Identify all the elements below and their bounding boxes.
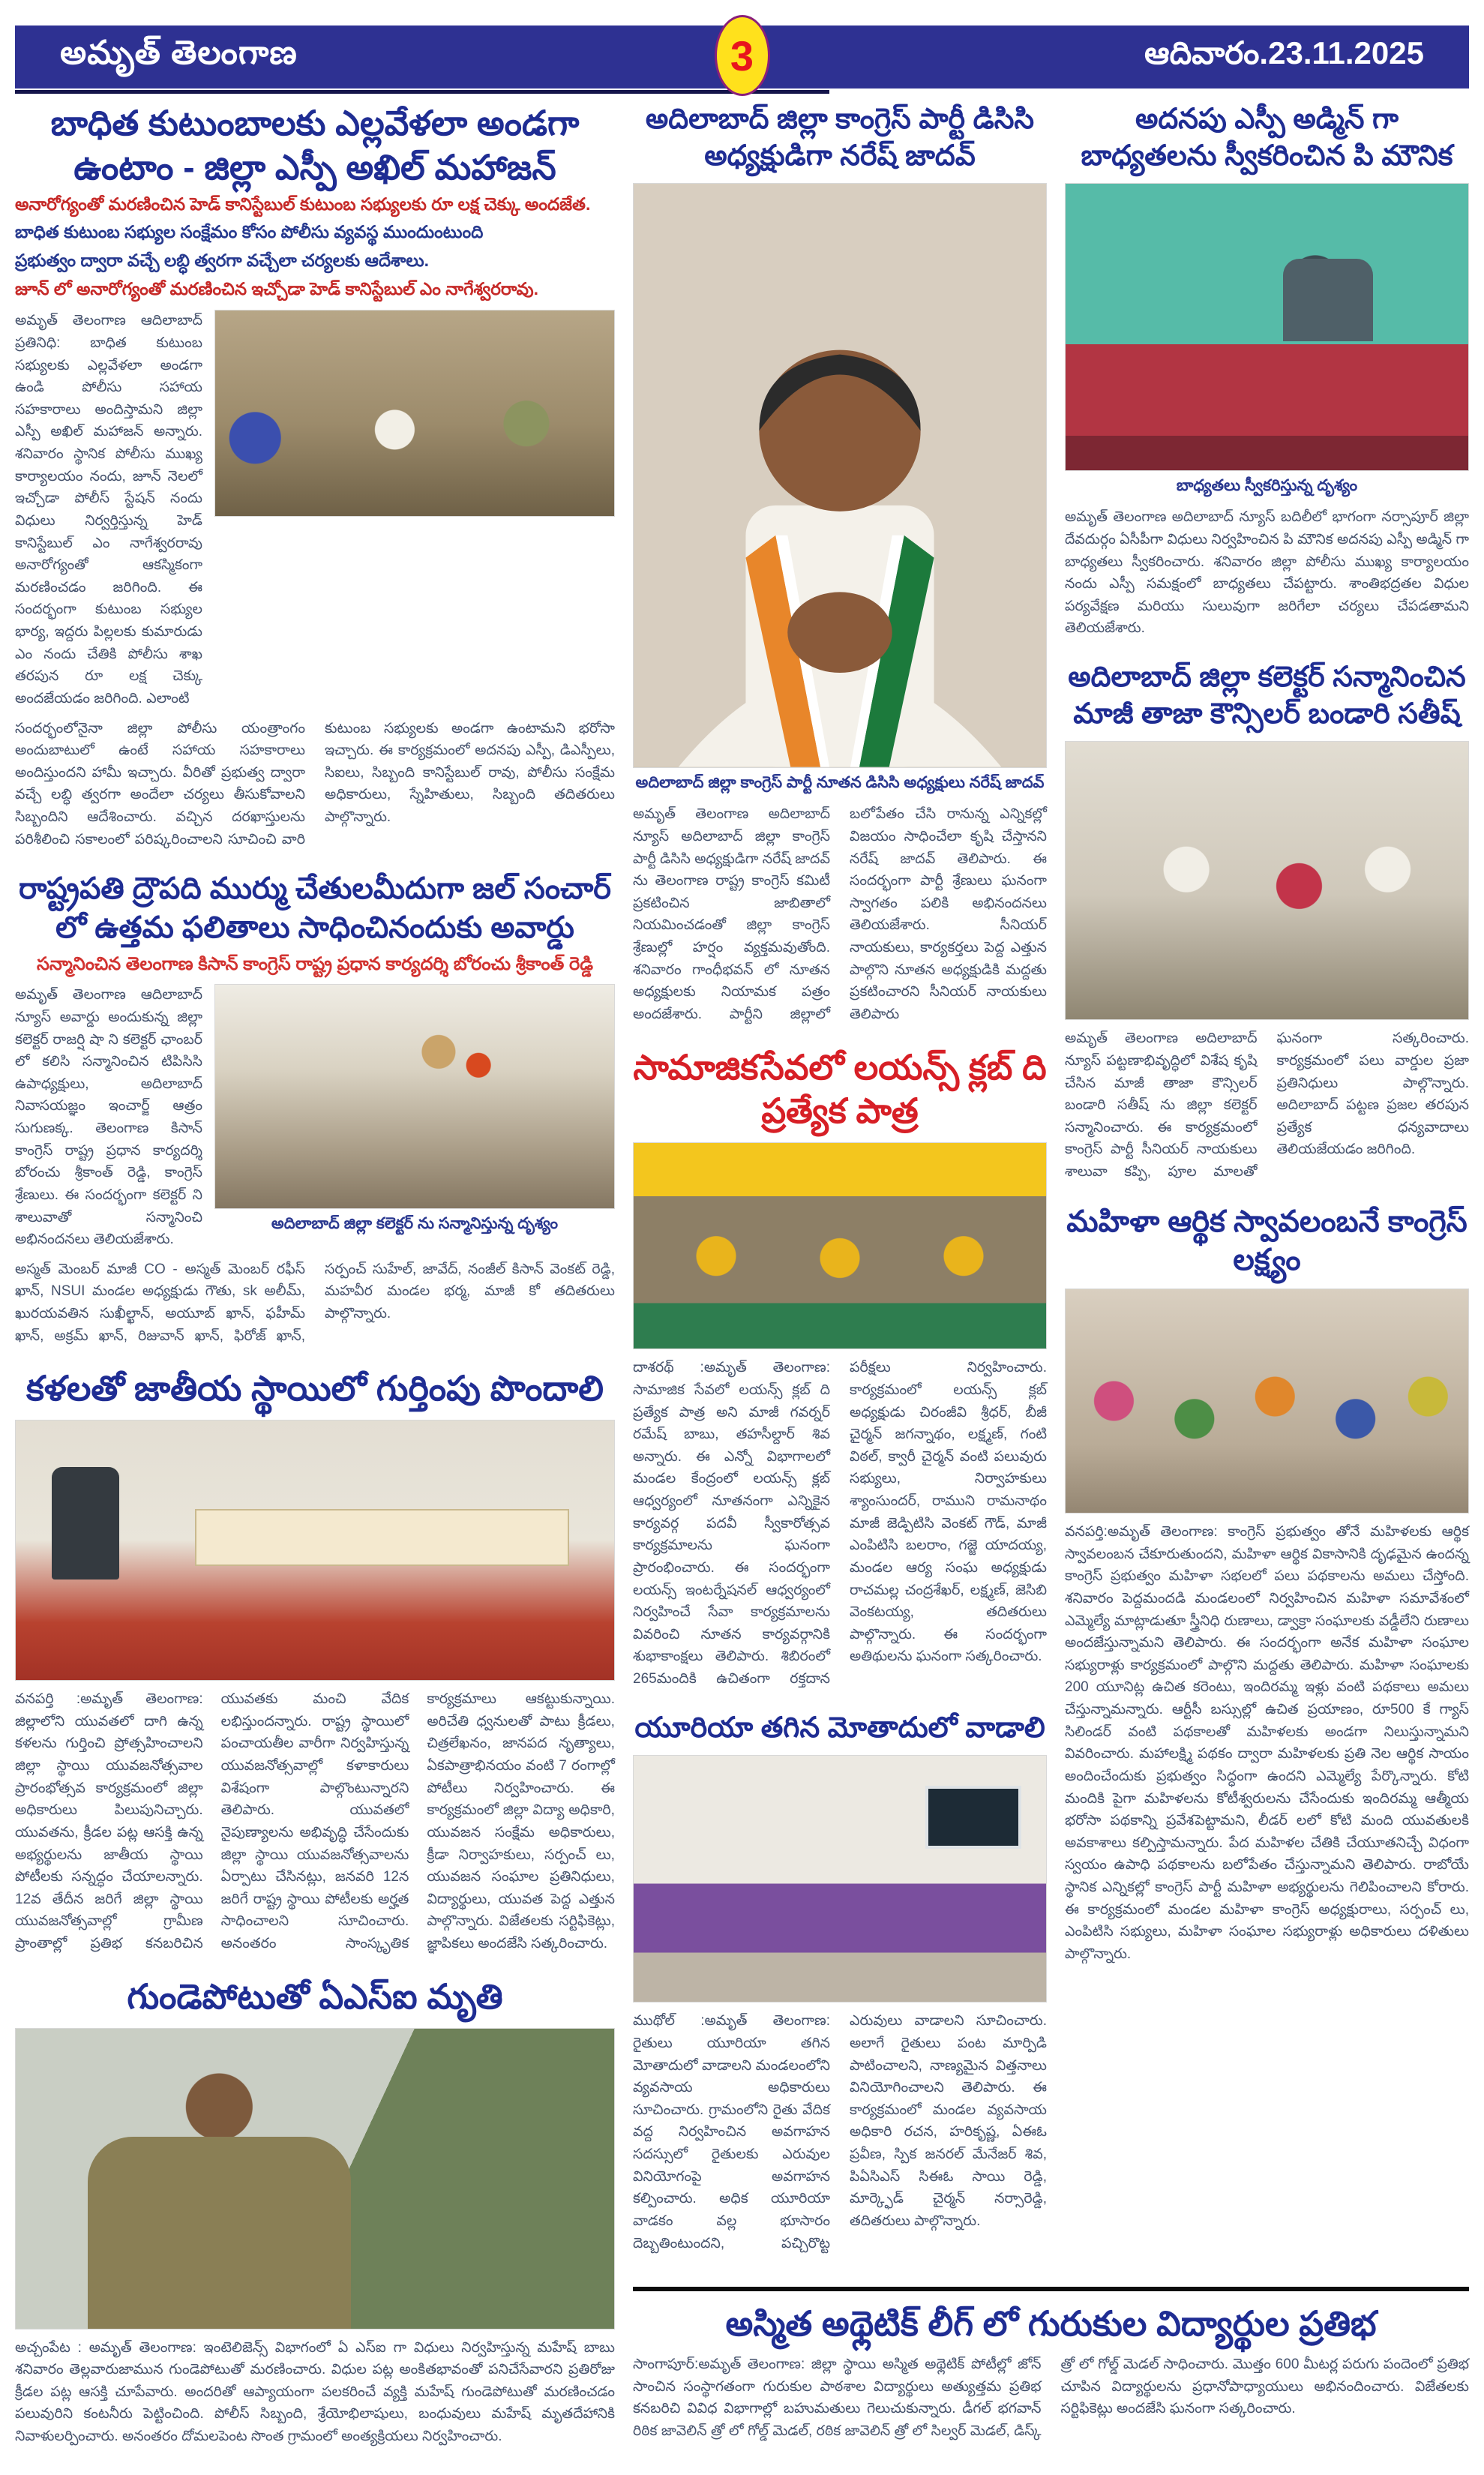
article-body: ముథోల్ :అమృత్ తెలంగాణ: రైతులు యూరియా తగిన మోతాదులో వాడాలని మండలంలోని వ్యవసాయ అధికారులు సూచించారు. గ్రామంలోని రైతు వేదిక వద్ద నిర్వహించిన అవగాహన సదస్సులో రైతులకు ఎరువుల వినియోగంపై అవగాహన కల్పించారు. అధిక యూరియా వాడకం వల్ల భూసారం దెబ్బతింటుందని, పచ్చిరొట్ట ఎరువులు వాడాలని సూచించారు. అలాగే రైతులు పంట మార్పిడి పాటించాలని, నాణ్యమైన విత్తనాలు వినియోగించాలని తెలిపారు. ఈ కార్యక్రమంలో మండల వ్యవసాయ అధికారి రచన, హరికృష్ణ, ఏఈఓ ప్రవీణ, స్పిక జనరల్ మేనేజర్ శివ, పిఏసిఎస్ సిఈఓ సాయి రెడ్డి, మార్క్ఫెడ్ చైర్మన్ నర్సారెడ్డి, తదితరులు పాల్గొన్నారు. — [633, 2013, 1047, 2252]
article-body: అస్మత్ మెంబర్ మాజీ CO - అస్మత్ మెంబర్ రఫీస్ ఖాన్, NSUI మండల అధ్యక్షుడు గౌతు, sk అలీమ్, ఖురయవతిన సుఖీల్ఖాన్, అయూబ్ ఖాన్, ఫహీమ్ ఖాన్, అక్రమ్ ఖాన్, రిజువాన్ ఖాన్, ఫిరోజ్ ఖాన్, సర్పంచ్ సుహేల్, జావేద్, నంజీల్ కిసాన్ వెంకట్ రెడ్డి, మహవీర మండల భర్మ, మాజీ కో తదితరులు పాల్గొన్నారు. — [15, 1261, 615, 1344]
headline-dcc-president: అదిలాబాద్ జిల్లా కాంగ్రెస్ పార్టీ డిసిసి అధ్యక్షుడిగా నరేష్ జాదవ్ — [645, 104, 1035, 172]
article-body: సాంగాపూర్:అమృత్ తెలంగాణ: జిల్లా స్థాయి అస్మిత అథ్లెటిక్ పోటీల్లో జోన్ సాంచిన సంస్థాగతంగా గురుకుల పాఠశాల విద్యార్థులు అత్యుత్తమ ప్రతిభ కనబరిచి వివిధ విభాగాల్లో బహుమతులు గెలుచుకున్నారు. డీగల్ భగవాన్ రిఠిక జావెలిన్ త్రో లో గోల్డ్ మెడల్, రఠిక జావెలిన్ త్రో లో సిల్వర్ మెడల్, డిస్క్ త్రో లో గోల్డ్ మెడల్ సాధించారు. మొత్తం 600 మీటర్ల పరుగు పందెంలో ప్రతిభ చూపిన విద్యార్థులను ప్రధానోపాధ్యాయులు అభినందించారు. విజేతలకు సర్టిఫికెట్లు అందజేసి ఘనంగా సత్కరించారు. — [633, 2356, 1469, 2439]
edition-date: ఆదివారం.23.11.2025 — [1144, 34, 1424, 70]
article-women-empowerment — [1065, 1203, 1469, 1966]
article-body: అచ్చంపేట : అమృత్ తెలంగాణ: ఇంటెలిజెన్స్ విభాగంలో ఏ ఎస్ఐ గా విధులు నిర్వహిస్తున్న మహేష్ బాబు శనివారం తెల్లవారుజామున గుండెపోటుతో మరణించారు. విధుల పట్ల అంకితభావంతో పనిచేసేవారని ప్రతిరోజు క్రీడల పట్ల ఆసక్తి చూపేవారు. అందరితో ఆప్యాయంగా పలకరించే వ్యక్తి మహేష్ గుండెపోటుతో మరణించడం పలువురిని కంటనీరు పెట్టించింది. పోలీస్ సిబ్బంది, శ్రేయోభిలాషులు, బంధువులు మహేష్ మృతదేహానికి నివాళులర్పించారు. అనంతరం దోమలపెంట సొంత గ్రామంలో అంత్యక్రియలు నిర్వహించారు. — [15, 2339, 615, 2445]
photo-youth-festival-stage — [15, 1420, 615, 1681]
right-column — [1065, 101, 1469, 2279]
subhead-constable: జూన్ లో అనారోగ్యంతో మరణించిన ఇచ్చోడా హెడ్ కానిస్టేబుల్ ఎం నాగేశ్వరరావు. — [15, 278, 539, 298]
photo-collector-felicitation — [214, 984, 615, 1209]
media-row — [15, 984, 615, 1251]
portrait-illustration — [634, 184, 1046, 767]
media-row — [15, 310, 615, 710]
headline-sp-family-support: బాధిత కుటుంబాలకు ఎల్లవేళలా అండగా ఉంటాం - జిల్లా ఎస్పీ అఖిల్ మహాజన్ — [50, 104, 580, 187]
article-lede: అమృత్ తెలంగాణ ఆదిలాబాద్ ప్రతినిధి: బాధిత కుటుంబ సభ్యులకు ఎల్లవేళలా అండగా ఉండి పోలీసు సహాయ సహకారాలు అందిస్తామని జిల్లా ఎస్పీ అఖిల్ మహాజన్ అన్నారు. శనివారం స్థానిక పోలీసు ముఖ్య కార్యాలయం నందు, జూన్ నెలలో ఇచ్చోడా పోలీస్ స్టేషన్ నందు విధులు నిర్వర్తిస్తున్న హెడ్ కానిస్టేబుల్ ఎం నాగేశ్వరరావు అనారోగ్యంతో ఆకస్మికంగా మరణించడం జరిగింది. ఈ సందర్భంగా కుటుంబ సభ్యుల భార్య, ఇద్దరు పిల్లలకు కుమారుడు ఎం నందు చేతికి పోలీసు శాఖ తరపున రూ లక్ష చెక్కు అందజేయడం జరిగింది. ఎలాంటి — [15, 313, 202, 706]
bottom-band — [633, 2287, 1469, 2467]
photo-women-gathering — [1065, 1288, 1469, 1514]
article-arts-recognition — [15, 1366, 615, 1954]
article-dcc-president — [633, 101, 1047, 1026]
article-sp-family-support — [15, 101, 615, 850]
photo-cheque-handover — [214, 310, 615, 517]
headline-athletic-league: అస్మిత అథ్లెటిక్ లీగ్ లో గురుకుల విద్యార్థుల ప్రతిభ — [725, 2304, 1377, 2344]
photo-caption: బాధ్యతలు స్వీకరిస్తున్న దృశ్యం — [1176, 477, 1358, 495]
kicker-kisan-congress: సన్మానించిన తెలంగాణ కిసాన్ కాంగ్రెస్ రాష్ట్ర ప్రధాన కార్యదర్శి బోరంచు శ్రీకాంత్ రెడ్డి — [36, 953, 594, 974]
article-lions-club — [633, 1046, 1047, 1690]
headline-lions-club: సామాజికసేవలో లయన్స్ క్లబ్ ది ప్రత్యేక పాత్ర — [633, 1047, 1047, 1131]
article-athletic-league — [633, 2302, 1469, 2442]
article-urea-usage — [633, 1710, 1047, 2255]
photo-naresh-jadav-portrait — [633, 183, 1047, 768]
masthead-banner — [15, 26, 1469, 88]
masthead-title: అమృత్ తెలంగాణ — [60, 34, 298, 71]
headline-urea-usage: యూరియా తగిన మోతాదులో వాడాలి — [634, 1712, 1045, 1744]
article-body: వనపర్తి :అమృత్ తెలంగాణ: జిల్లాలోని యువతలో దాగి ఉన్న కళలను గుర్తించి ప్రోత్సహించాలని జిల్లా స్థాయి యువజనోత్సవాల ప్రారంభోత్సవ కార్యక్రమంలో జిల్లా అధికారులు పిలుపునిచ్చారు. యువతను, క్రీడల పట్ల ఆసక్తి ఉన్న అభ్యర్థులను జాతీయ స్థాయి పోటీలకు సన్నద్ధం చేయాలన్నారు. 12వ తేదీన జరిగే జిల్లా స్థాయి యువజనోత్సవాల్లో గ్రామీణ ప్రాంతాల్లో ప్రతిభ కనబరిచిన యువతకు మంచి వేదిక లభిస్తుందన్నారు. రాష్ట్ర స్థాయిలో పంచాయతీల వారీగా నిర్వహిస్తున్న యువజనోత్సవాల్లో కళాకారులు విశేషంగా పాల్గొంటున్నారని తెలిపారు. యువతలో నైపుణ్యాలను అభివృద్ధి చేసేందుకు జిల్లా స్థాయి యువజనోత్సవాలను ఏర్పాటు చేసినట్లు, జనవరి 12న జరిగే రాష్ట్ర స్థాయి పోటీలకు అర్హత సాధించాలని సూచించారు. అనంతరం సాంస్కృతిక కార్యక్రమాలు ఆకట్టుకున్నాయి. అరిచేతి ధ్వనులతో పాటు క్రీడలు, చిత్రలేఖనం, జానపద నృత్యాలు, ఏకపాత్రాభినయం వంటి 7 రంగాల్లో పోటీలు నిర్వహించారు. ఈ కార్యక్రమంలో జిల్లా విద్యా అధికారి, యువజన సంక్షేమ అధికారులు, క్రీడా నిర్వాహకులు, సర్పంచ్ లు, యువజన సంఘాల ప్రతినిధులు, విద్యార్థులు, యువత పెద్ద ఎత్తున పాల్గొన్నారు. విజేతలకు సర్టిఫికెట్లు, జ్ఞాపికలు అందజేసి సత్కరించారు. — [15, 1691, 615, 1952]
headline-councillor-satish: అదిలాబాద్ జిల్లా కలెక్టర్ సన్మానించిన మాజీ తాజా కౌన్సిలర్ బండారి సతీష్ — [1068, 662, 1466, 730]
article-body: సందర్భంలోనైనా జిల్లా పోలీసు యంత్రాంగం అందుబాటులో ఉంటే సహాయ సహకారాలు అందిస్తుందని హామీ ఇచ్చారు. వీరితో ప్రభుత్వ ద్వారా వచ్చే లబ్ధి త్వరగా అందేలా చర్యలు తీసుకోవాలని సిబ్బందిని ఆదేశించారు. వచ్చిన దరఖాస్తులను పరిశీలించి సకాలంలో పరిష్కరించాలని సూచించి వారి కుటుంబ సభ్యులకు అండగా ఉంటామని భరోసా ఇచ్చారు. ఈ కార్యక్రమంలో అదనపు ఎస్పీ, డిఎస్పీలు, సిఐలు, సిబ్బంది కానిస్టేబుల్ రావు, పోలీసు సంక్షేమ అధికారులు, స్నేహితులు, సిబ్బంది తదితరులు పాల్గొన్నారు. — [15, 720, 615, 848]
page-content — [15, 101, 1469, 2468]
left-column — [15, 101, 615, 2468]
photo-farmers-meeting — [633, 1755, 1047, 2002]
photo-lions-club-event — [633, 1142, 1047, 1349]
article-body: దాశరథ్ :అమృత్ తెలంగాణ: సామాజిక సేవలో లయన్స్ క్లబ్ ది ప్రత్యేక పాత్ర అని మాజీ గవర్నర్ రమేష్ బాబు, తహసీల్దార్ శివ అన్నారు. ఈ ఎన్నో విభాగాలలో మండల కేంద్రంలో లయన్స్ క్లబ్ ఆధ్వర్యంలో నూతనంగా ఎన్నికైన కార్యవర్గ పదవీ స్వీకారోత్సవ కార్యక్రమాలను ఘనంగా ప్రారంభించారు. ఈ సందర్భంగా లయన్స్ ఇంటర్నేషనల్ ఆధ్వర్యంలో నిర్వహించే సేవా కార్యక్రమాలను వివరించి నూతన కార్యవర్గానికి శుభాకాంక్షలు తెలిపారు. శిబిరంలో 265మందికి ఉచితంగా రక్తదాన పరీక్షలు నిర్వహించారు. కార్యక్రమంలో లయన్స్ క్లబ్ అధ్యక్షుడు చిరంజీవి శ్రీధర్, బీజీ చైర్మన్ జగన్నాథం, లక్ష్మణ్, గంటి విఠల్, క్వారీ చైర్మన్ వంటి పలువురు సభ్యులు, నిర్వాహకులు శ్యాంసుందర్, రాముని రామనాథం మాజీ జెడ్పిటిసి వెంకట్ గౌడ్, మాజీ ఎంపిటిసి బలరాం, గజ్జె యాదయ్య, మండల ఆర్య సంఘ అధ్యక్షుడు రాచమల్ల చంద్రశేఖర్, లక్ష్మణ్, జెసిబి వెంకటయ్య, తదితరులు పాల్గొన్నారు. ఈ సందర్భంగా అతిథులను ఘనంగా సత్కరించారు. — [633, 1360, 1047, 1687]
article-addl-sp-mounika — [1065, 101, 1469, 640]
photo-caption: అదిలాబాద్ జిల్లా కాంగ్రెస్ పార్టీ నూతన డిసిసి అధ్యక్షులు నరేష్ జాదవ్ — [635, 774, 1045, 792]
subhead-cheque: అనారోగ్యంతో మరణించిన హెడ్ కానిస్టేబుల్ కుటుంబ సభ్యులకు రూ లక్ష చెక్కు అందజేత. — [15, 194, 591, 214]
photo-councillor-felicitation — [1065, 741, 1469, 1020]
headline-asi-death: గుండెపోటుతో ఏఎస్ఐ మృతి — [127, 1976, 503, 2016]
article-president-award — [15, 870, 615, 1347]
headline-women-empowerment: మహిళా ఆర్థిక స్వావలంబనే కాంగ్రెస్ లక్ష్యం — [1066, 1204, 1468, 1276]
middle-column — [633, 101, 1047, 2279]
photo-with-caption — [214, 984, 615, 1251]
headline-arts-recognition: కళలతో జాతీయ స్థాయిలో గుర్తింపు పొందాలి — [26, 1369, 604, 1408]
photo-caption: అదిలాబాద్ జిల్లా కలెక్టర్ ను సన్మానిస్తున్న దృశ్యం — [271, 1215, 559, 1233]
page-number-badge — [715, 15, 770, 96]
page-number: 3 — [730, 32, 754, 80]
article-body: అమృత్ తెలంగాణ అదిలాబాద్ న్యూస్ పట్టణాభివృద్ధిలో విశేష కృషి చేసిన మాజీ తాజా కౌన్సిలర్ బండారి సతీష్ ను జిల్లా కలెక్టర్ సన్మానించారు. ఈ కార్యక్రమంలో కాంగ్రెస్ పార్టీ సీనియర్ నాయకులు శాలువా కప్పి, పూల మాలతో ఘనంగా సత్కరించారు. కార్యక్రమంలో పలు వార్డుల ప్రజా ప్రతినిధులు పాల్గొన్నారు. అదిలాబాద్ పట్టణ ప్రజల తరపున ప్రత్యేక ధన్యవాదాలు తెలియజేయడం జరిగింది. — [1065, 1030, 1469, 1180]
subhead-welfare: బాధిత కుటుంబ సభ్యుల సంక్షేమం కోసం పోలీసు వ్యవస్థ ముందుంటుంది — [15, 222, 484, 242]
article-body: అమృత్ తెలంగాణ అదిలాబాద్ న్యూస్ అదిలాబాద్ జిల్లా కాంగ్రెస్ పార్టీ డిసిసి అధ్యక్షుడిగా నరేష్ జాదవ్ ను తెలంగాణ రాష్ట్ర కాంగ్రెస్ కమిటీ ప్రకటించిన జాబితాలో నియమించడంతో జిల్లా కాంగ్రెస్ శ్రేణుల్లో హర్షం వ్యక్తమవుతోంది. శనివారం గాంధీభవన్ లో నూతన అధ్యక్షులకు నియామక పత్రం అందజేశారు. పార్టీని జిల్లాలో బలోపేతం చేసి రానున్న ఎన్నికల్లో విజయం సాధించేలా కృషి చేస్తానని నరేష్ జాదవ్ తెలిపారు. ఈ సందర్భంగా పార్టీ శ్రేణులు ఘనంగా స్వాగతం పలికి అభినందనలు తెలియజేశారు. సీనియర్ నాయకులు, కార్యకర్తలు పెద్ద ఎత్తున పాల్గొని నూతన అధ్యక్షుడికి మద్దతు ప్రకటించారని సీనియర్ నాయకులు తెలిపారు — [633, 806, 1047, 1022]
article-lede: అమృత్ తెలంగాణ ఆదిలాబాద్ న్యూస్ అవార్డు అందుకున్న జిల్లా కలెక్టర్ రాజర్షి షా ని కలెక్టర్ ఛాంబర్ లో కలిసి సన్మానించిన టిపిసిసి ఉపాధ్యక్షులు, అదిలాబాద్ నివాసయజ్ఞం ఇంచార్జ్ ఆత్రం సుగుణక్క. తెలంగాణ కిసాన్ కాంగ్రెస్ రాష్ట్ర ప్రధాన కార్యదర్శి బోరంచు శ్రీకాంత్ రెడ్డి, కాంగ్రెస్ శ్రేణులు. ఈ సందర్భంగా కలెక్టర్ ని శాలువాతో సన్మానించి అభినందనలు తెలియజేశారు. — [15, 987, 202, 1248]
article-body: అమృత్ తెలంగాణ అదిలాబాద్ న్యూస్ బదిలీలో భాగంగా నర్సాపూర్ జిల్లా దేవదుర్గం ఏసీపీగా విధులు నిర్వహించిన పి మౌనిక అదనపు ఎస్పీ అడ్మిన్ గా బాధ్యతలు స్వీకరించారు. శనివారం జిల్లా పోలీసు ముఖ్య కార్యాలయం నందు ఎస్పీ సమక్షంలో బాధ్యతలు చేపట్టారు. శాంతిభద్రతల విధుల పర్యవేక్షణ మరియు సులువుగా జరిగేలా చర్యలు చేపడతామని తెలియజేశారు. — [1065, 509, 1469, 637]
article-asi-death — [15, 1975, 615, 2448]
headline-addl-sp-mounika: అదనపు ఎస్పీ అడ్మిన్ గా బాధ్యతలను స్వీకరించిన పి మౌనిక — [1081, 104, 1453, 172]
article-councillor-satish — [1065, 659, 1469, 1184]
photo-mounika-signing — [1065, 183, 1469, 471]
subhead-orders: ప్రభుత్వం ద్వారా వచ్చే లబ్ధి త్వరగా వచ్చేలా చర్యలకు ఆదేశాలు. — [15, 250, 429, 271]
headline-president-award: రాష్ట్రపతి ద్రౌపది ముర్ము చేతులమీదుగా జల్ సంచార్ లో ఉత్తమ ఫలితాలు సాధించినందుకు అవార్డు — [18, 872, 611, 944]
article-body: వనపర్తి:అమృత్ తెలంగాణ: కాంగ్రెస్ ప్రభుత్వం తోనే మహిళలకు ఆర్థిక స్వావలంబన చేకూరుతుందని, మహిళా ఆర్థిక వికాసానికి దృఢమైన ఉందన్న కాంగ్రెస్ ప్రభుత్వం మహిళా సభలలో పలు పథకాలను అమలు చేస్తోంది. శనివారం పెద్దమందడి మండలంలో నిర్వహించిన మహిళా సమావేశంలో ఎమ్మెల్యే మాట్లాడుతూ స్త్రీనిధి రుణాలు, డ్వాక్రా సంఘాలకు వడ్డీలేని రుణాలు అందజేస్తున్నామని తెలిపారు. ఈ సందర్భంగా అనేక మహిళా సంఘాల సభ్యురాళ్లు కార్యక్రమంలో పాల్గొని మద్దతు తెలిపారు. మహిళా సంఘాలకు 200 యూనిట్ల ఉచిత కరెంటు, ఇందిరమ్మ ఇళ్లు వంటి పథకాలు అమలు చేస్తున్నామన్నారు. ఆర్టీసీ బస్సుల్లో ఉచిత ప్రయాణం, రూ500 కే గ్యాస్ సిలిండర్ వంటి పథకాలతో మహిళలకు అండగా నిలుస్తున్నామని వివరించారు. మహాలక్ష్మి పథకం ద్వారా మహిళలకు ప్రతి నెల ఆర్థిక సాయం అందించేందుకు ప్రభుత్వం సిద్ధంగా ఉందని ఎమ్మెల్యే పేర్కొన్నారు. కోటి మందికి పైగా మహిళలను కోటీశ్వరులను చేసేందుకు ఇందిరమ్మ ఆత్మీయ భరోసా పథకాన్ని ప్రవేశపెట్టామని, లీడర్ లలో కోటి మంది యువతులకి అవకాశాలు కల్పిస్తామన్నారు. పేద మహిళల చేతికి చేయూతనిచ్చే విధంగా స్వయం ఉపాధి పథకాలను బలోపేతం చేస్తున్నామని తెలిపారు. రాబోయే స్థానిక ఎన్నికల్లో కాంగ్రెస్ పార్టీ మహిళా అభ్యర్థులను గెలిపించాలని కోరారు. ఈ కార్యక్రమంలో మండల మహిళా కాంగ్రెస్ అధ్యక్షురాలు, సర్పంచ్ లు, ఎంపిటిసి సభ్యులు, మహిళా సంఘాల సభ్యురాళ్లు అధికారులు దళితులు పాల్గొన్నారు. — [1065, 1524, 1469, 1962]
photo-asi-portrait — [15, 2028, 615, 2330]
banner-underline — [15, 90, 829, 94]
